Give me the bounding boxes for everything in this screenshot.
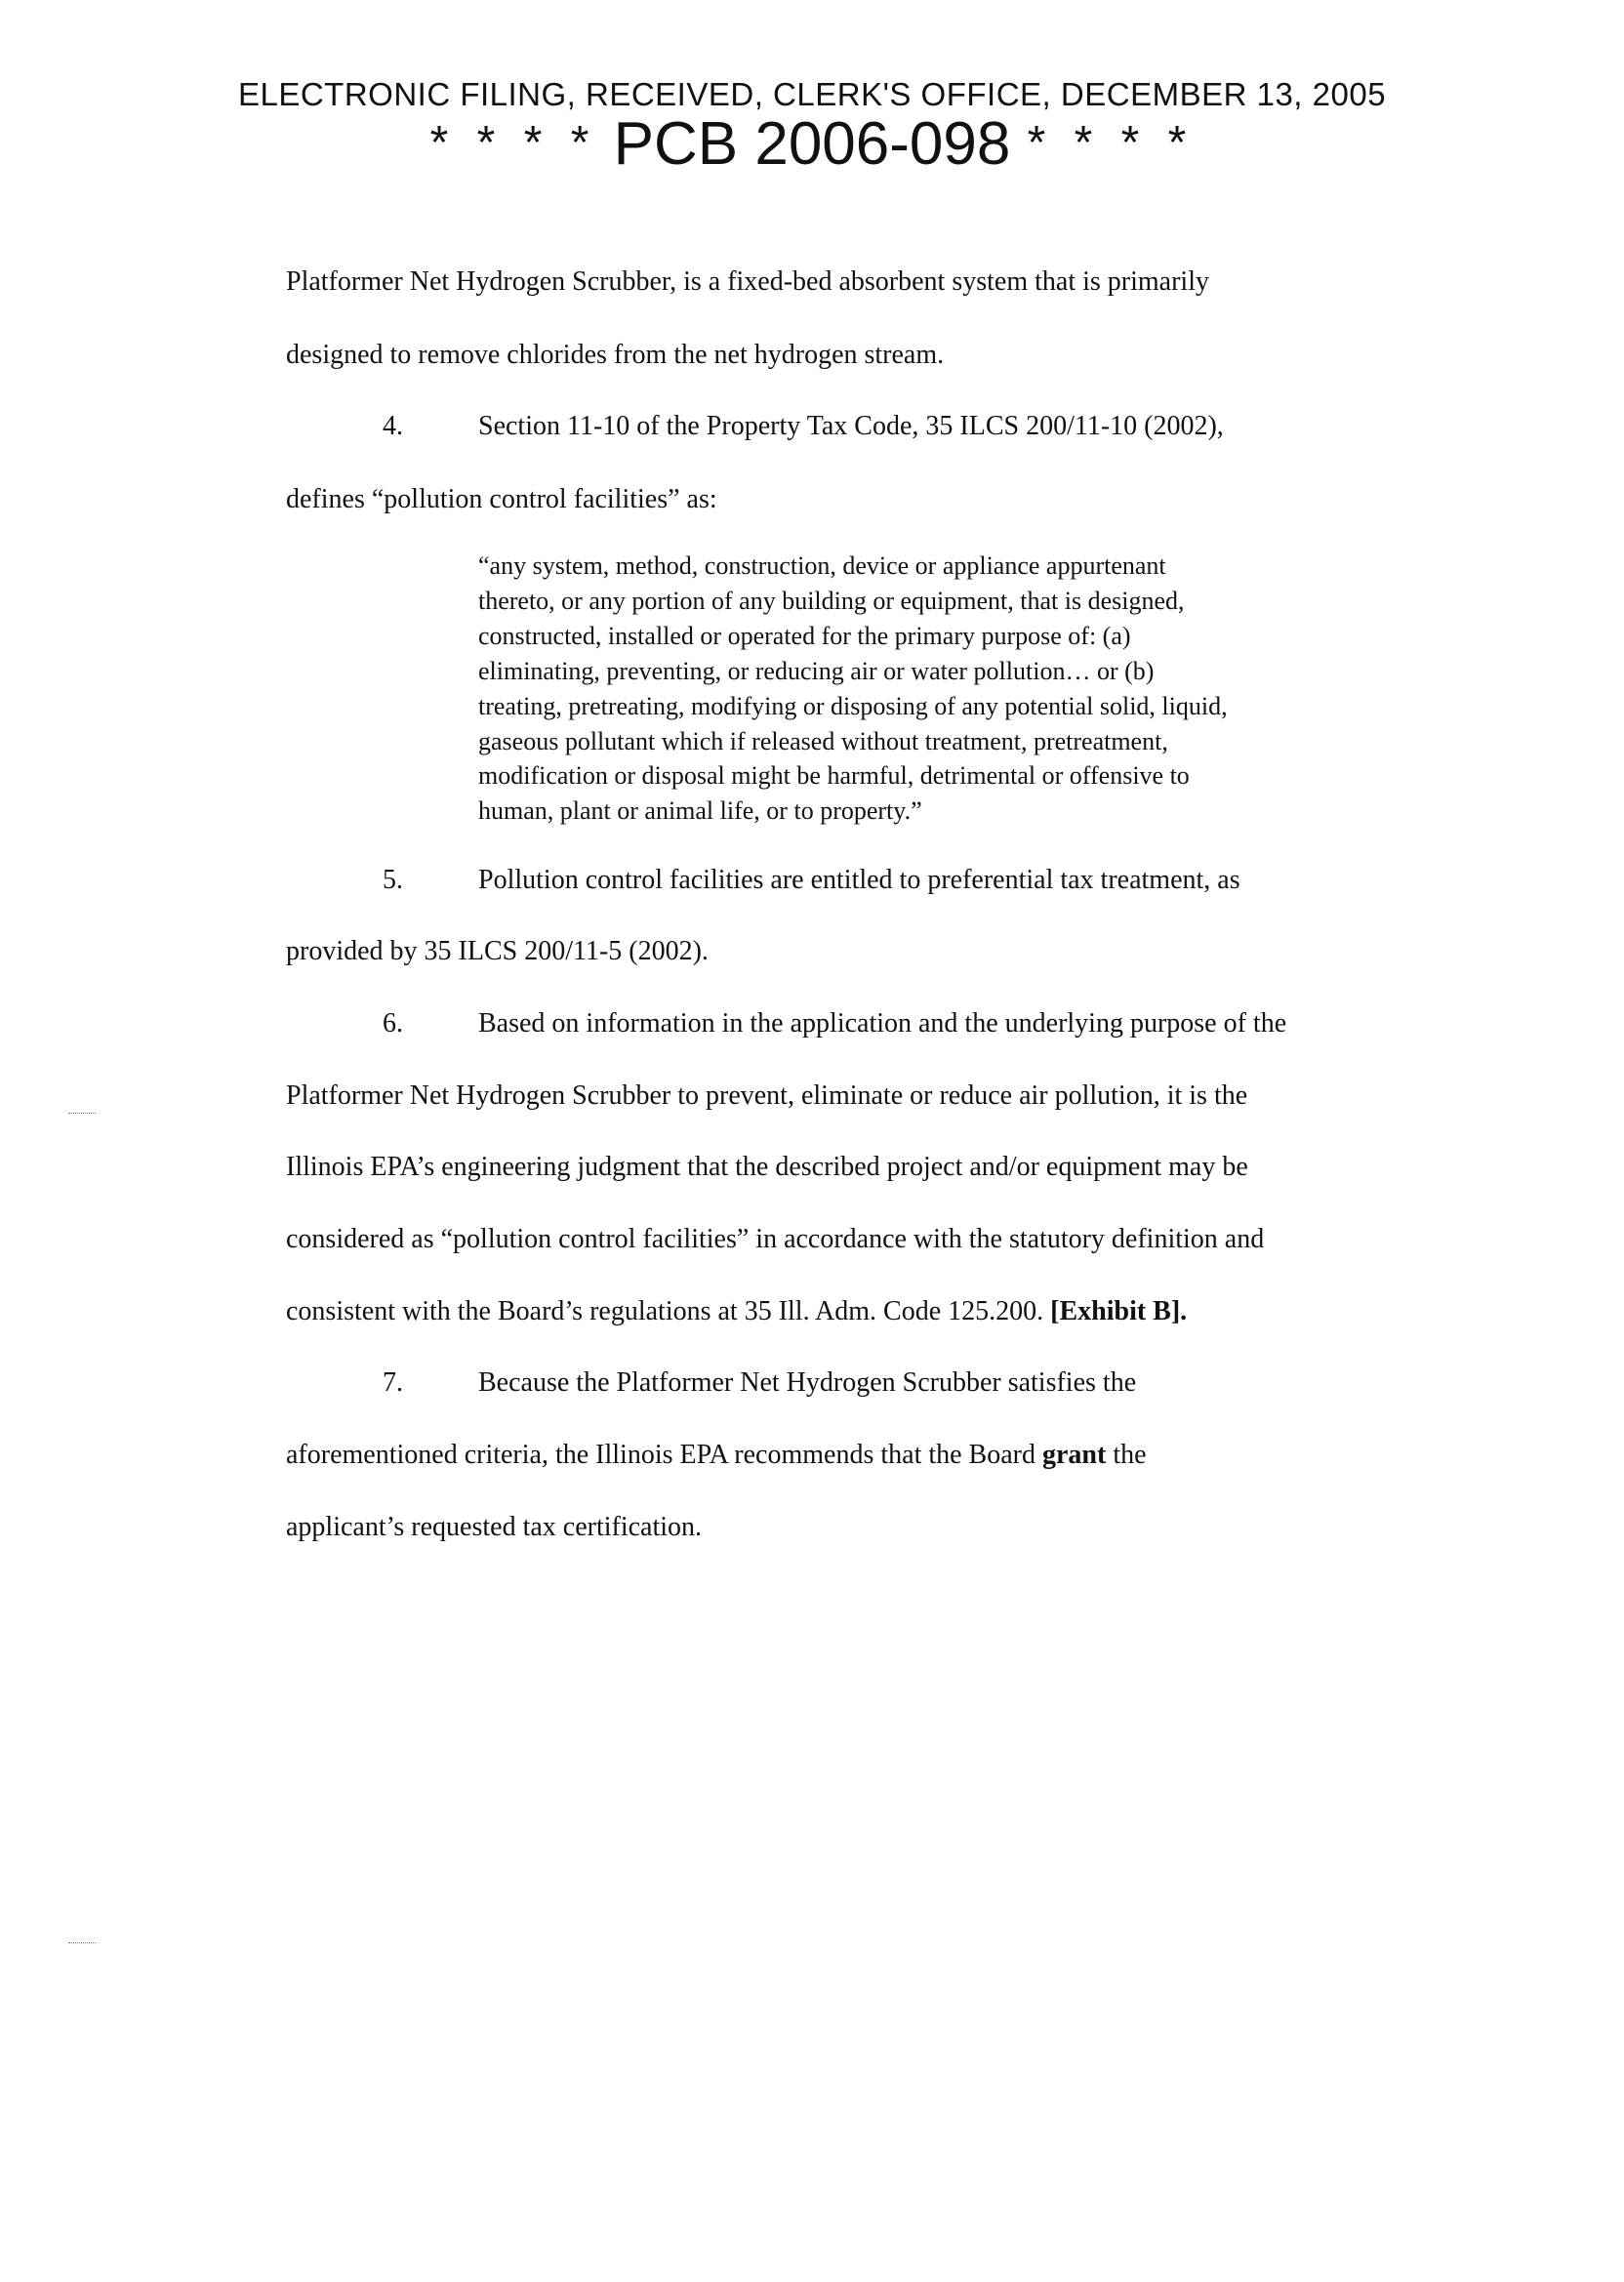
exhibit-reference: [Exhibit B]. xyxy=(1050,1296,1188,1326)
quote-line: constructed, installed or operated for the primary purpose of: (a) xyxy=(478,621,1131,650)
quote-line: human, plant or animal life, or to property.” xyxy=(478,796,922,826)
filing-stamp-line: ELECTRONIC FILING, RECEIVED, CLERK'S OFFICE, DECEMBER 13, 2005 xyxy=(237,76,1387,112)
paragraph-7-line-3: applicant’s requested tax certification. xyxy=(286,1512,703,1542)
intro-line-2: designed to remove chlorides from the net hydrogen stream. xyxy=(286,340,945,370)
scan-artifact-mark xyxy=(68,1942,96,1943)
paragraph-6-line-5 xyxy=(286,1295,1187,1328)
paragraph-4-line-1: Section 11-10 of the Property Tax Code, 35 ILCS 200/11-10 (2002), xyxy=(478,411,1224,441)
paragraph-number-4: 4. xyxy=(383,411,403,441)
paragraph-7-line-2-pre: aforementioned criteria, the Illinois EPA recommends that the Board xyxy=(286,1440,1035,1470)
paragraph-4-line-2: defines “pollution control facilities” as: xyxy=(286,484,717,514)
quote-line: gaseous pollutant which if released without treatment, pretreatment, xyxy=(478,726,1168,755)
paragraph-6-line-4: considered as “pollution control facilities” in accordance with the statutory definition and xyxy=(286,1224,1265,1254)
quote-line: thereto, or any portion of any building or equipment, that is designed, xyxy=(478,586,1185,615)
statutory-definition-quote xyxy=(478,549,1405,829)
paragraph-7-line-2-post: the xyxy=(1113,1440,1147,1470)
paragraph-7-line-2 xyxy=(286,1439,1147,1472)
paragraph-6-line-1: Based on information in the application and the underlying purpose of the xyxy=(478,1008,1287,1039)
paragraph-6-line-5-text: consistent with the Board’s regulations at 35 Ill. Adm. Code 125.200. xyxy=(286,1296,1044,1326)
quote-line: treating, pretreating, modifying or disposing of any potential solid, liquid, xyxy=(478,691,1228,720)
paragraph-5-line-2: provided by 35 ILCS 200/11-5 (2002). xyxy=(286,936,709,966)
recommendation-grant: grant xyxy=(1041,1440,1107,1470)
quote-line: “any system, method, construction, device or appliance appurtenant xyxy=(478,551,1166,580)
quote-line: modification or disposal might be harmful, detrimental or offensive to xyxy=(478,761,1190,791)
paragraph-6-line-3: Illinois EPA’s engineering judgment that the described project and/or equipment may be xyxy=(286,1152,1248,1182)
paragraph-7-line-1: Because the Platformer Net Hydrogen Scrubber satisfies the xyxy=(478,1367,1137,1398)
stamp-stars-right: * * * * xyxy=(1027,117,1195,169)
paragraph-6-line-2: Platformer Net Hydrogen Scrubber to prevent, eliminate or reduce air pollution, it is the xyxy=(286,1080,1248,1111)
intro-line-1: Platformer Net Hydrogen Scrubber, is a fixed-bed absorbent system that is primarily xyxy=(286,266,1209,297)
scan-artifact-mark xyxy=(68,1113,96,1114)
case-number: PCB 2006-098 xyxy=(613,110,1011,178)
stamp-stars-left: * * * * xyxy=(429,117,597,169)
paragraph-number-7: 7. xyxy=(383,1367,403,1398)
paragraph-number-6: 6. xyxy=(383,1008,403,1039)
case-number-stamp xyxy=(0,109,1624,179)
paragraph-5-line-1: Pollution control facilities are entitled to preferential tax treatment, as xyxy=(478,865,1240,895)
quote-line: eliminating, preventing, or reducing air or water pollution… or (b) xyxy=(478,656,1155,685)
paragraph-number-5: 5. xyxy=(383,865,403,895)
